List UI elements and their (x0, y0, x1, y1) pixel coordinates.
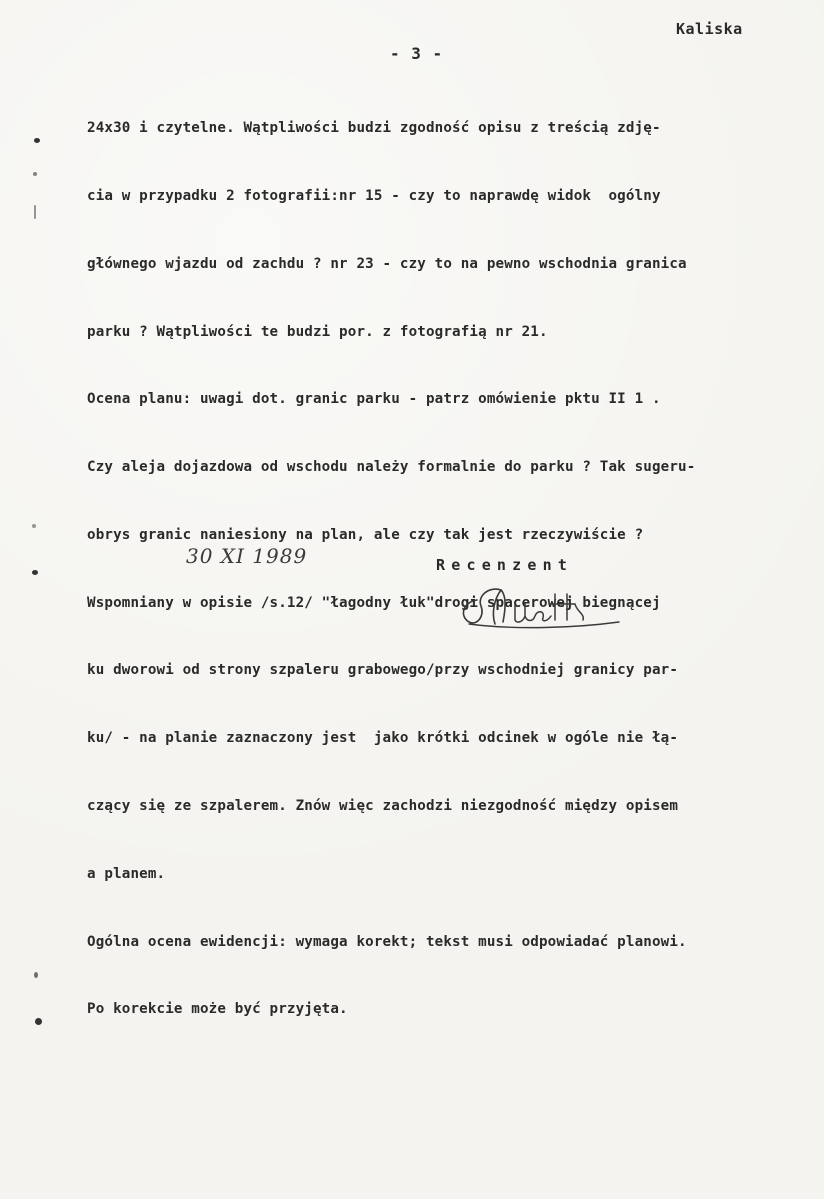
punch-mark (35, 1018, 42, 1025)
signature-image (455, 572, 625, 632)
text-line: ku dworowi od strony szpaleru grabowego/przy wschodniej granicy par- (87, 662, 679, 679)
punch-mark (32, 524, 36, 528)
handwritten-date: 30 XI 1989 (186, 544, 308, 568)
page-number: - 3 - (390, 44, 444, 63)
punch-mark (33, 172, 37, 176)
punch-mark (34, 972, 38, 978)
punch-mark (34, 205, 36, 219)
text-line: parku ? Wątpliwości te budzi por. z fotografią nr 21. (87, 323, 548, 340)
text-line: obrys granic naniesiony na plan, ale czy tak jest rzeczywiście ? (87, 526, 644, 543)
text-line: a planem. (87, 865, 166, 882)
text-line: 24x30 i czytelne. Wątpliwości budzi zgodność opisu z treścią zdję- (87, 120, 661, 137)
text-line: głównego wjazdu od zachdu ? nr 23 - czy to na pewno wschodnia granica (87, 255, 687, 272)
text-line: czący się ze szpalerem. Znów więc zachodzi niezgodność między opisem (87, 798, 679, 814)
punch-mark (34, 138, 40, 143)
header-name: Kaliska (676, 20, 743, 38)
text-line: Ogólna ocena ewidencji: wymaga korekt; tekst musi odpowiadać planowi. (87, 933, 687, 950)
text-line: Po korekcie może być przyjęta. (87, 1001, 348, 1018)
reviewer-label: Recenzent (436, 556, 574, 574)
text-line: Wspomniany w opisie /s.12/ "łagodny łuk"drogi spacerowej biegnącej (87, 594, 661, 611)
text-line: cia w przypadku 2 fotografii:nr 15 - czy to naprawdę widok ogólny (87, 187, 661, 204)
punch-mark (32, 570, 38, 575)
text-line: Ocena planu: uwagi dot. granic parku - patrz omówienie pktu II 1 . (87, 391, 661, 408)
text-line: Czy aleja dojazdowa od wschodu należy formalnie do parku ? Tak sugeru- (87, 459, 696, 476)
text-line: ku/ - na planie zaznaczony jest jako krótki odcinek w ogóle nie łą- (87, 730, 679, 747)
